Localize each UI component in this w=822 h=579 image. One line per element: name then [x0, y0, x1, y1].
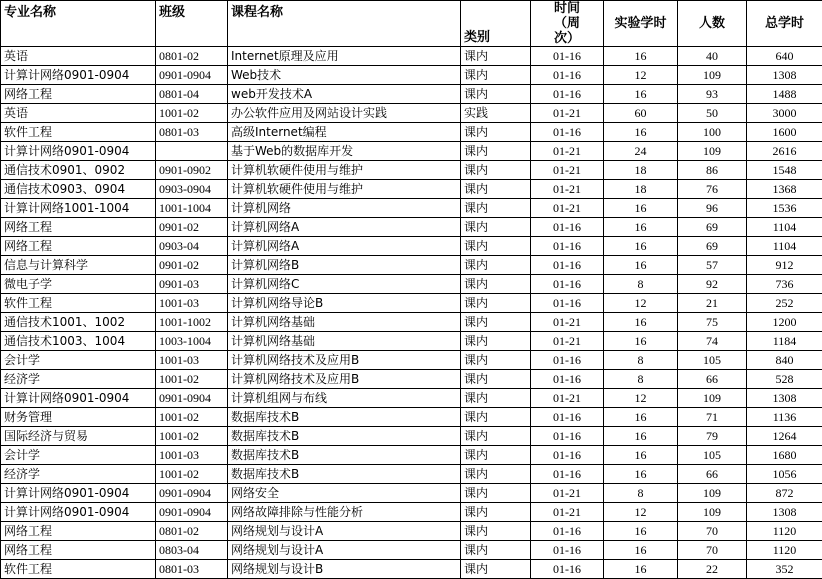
cell-category: 课内	[461, 484, 531, 503]
cell-students: 66	[678, 465, 747, 484]
cell-category: 课内	[461, 465, 531, 484]
table-row	[1, 180, 822, 199]
cell-students: 75	[678, 313, 747, 332]
cell-total-hours: 252	[747, 294, 822, 313]
table-row	[1, 408, 822, 427]
cell-students: 109	[678, 389, 747, 408]
cell-lab-hours: 16	[604, 123, 678, 142]
cell-time: 01-16	[531, 370, 604, 389]
cell-time: 01-16	[531, 522, 604, 541]
cell-major: 软件工程	[1, 560, 156, 579]
cell-major: 英语	[1, 47, 156, 66]
cell-time: 01-16	[531, 237, 604, 256]
cell-total-hours: 1368	[747, 180, 822, 199]
cell-lab-hours: 16	[604, 332, 678, 351]
cell-course: 计算机网络	[228, 199, 461, 218]
cell-students: 22	[678, 560, 747, 579]
cell-major: 英语	[1, 104, 156, 123]
cell-lab-hours: 8	[604, 484, 678, 503]
cell-total-hours: 912	[747, 256, 822, 275]
cell-students: 96	[678, 199, 747, 218]
cell-lab-hours: 12	[604, 294, 678, 313]
table-row	[1, 446, 822, 465]
cell-time: 01-21	[531, 484, 604, 503]
table-row	[1, 237, 822, 256]
cell-category: 课内	[461, 142, 531, 161]
cell-major: 网络工程	[1, 85, 156, 104]
cell-lab-hours: 16	[604, 313, 678, 332]
cell-time: 01-21	[531, 180, 604, 199]
table-row	[1, 332, 822, 351]
cell-total-hours: 640	[747, 47, 822, 66]
cell-course: 网络规划与设计B	[228, 560, 461, 579]
cell-major: 计算计网络0901-0904	[1, 142, 156, 161]
cell-total-hours: 1264	[747, 427, 822, 446]
cell-course: 数据库技术B	[228, 446, 461, 465]
cell-course: 计算机网络A	[228, 218, 461, 237]
table-row	[1, 275, 822, 294]
table-row	[1, 541, 822, 560]
cell-major: 通信技术0901、0902	[1, 161, 156, 180]
header-time: 时间（周次）	[531, 1, 604, 47]
cell-major: 软件工程	[1, 294, 156, 313]
table-row	[1, 484, 822, 503]
cell-major: 计算计网络0901-0904	[1, 484, 156, 503]
table-row	[1, 503, 822, 522]
cell-students: 105	[678, 446, 747, 465]
cell-course: 高级Internet编程	[228, 123, 461, 142]
cell-time: 01-16	[531, 427, 604, 446]
table-row	[1, 522, 822, 541]
header-course: 课程名称	[228, 1, 461, 47]
cell-class: 0901-03	[156, 275, 228, 294]
cell-major: 计算计网络0901-0904	[1, 503, 156, 522]
cell-time: 01-16	[531, 541, 604, 560]
cell-major: 会计学	[1, 351, 156, 370]
cell-major: 通信技术0903、0904	[1, 180, 156, 199]
cell-time: 01-16	[531, 275, 604, 294]
cell-course: 办公软件应用及网站设计实践	[228, 104, 461, 123]
cell-class: 1001-1002	[156, 313, 228, 332]
cell-class: 1001-02	[156, 465, 228, 484]
cell-category: 课内	[461, 47, 531, 66]
cell-course: Web技术	[228, 66, 461, 85]
cell-class: 0801-04	[156, 85, 228, 104]
cell-major: 网络工程	[1, 218, 156, 237]
cell-lab-hours: 24	[604, 142, 678, 161]
cell-category: 课内	[461, 161, 531, 180]
cell-major: 财务管理	[1, 408, 156, 427]
cell-major: 计算计网络0901-0904	[1, 66, 156, 85]
table-row	[1, 47, 822, 66]
cell-students: 109	[678, 66, 747, 85]
cell-course: 网络故障排除与性能分析	[228, 503, 461, 522]
cell-class: 0901-0904	[156, 503, 228, 522]
table-row	[1, 66, 822, 85]
cell-category: 课内	[461, 370, 531, 389]
cell-course: 计算机网络A	[228, 237, 461, 256]
cell-total-hours: 1120	[747, 522, 822, 541]
cell-class: 0901-0904	[156, 389, 228, 408]
cell-total-hours: 872	[747, 484, 822, 503]
cell-lab-hours: 12	[604, 389, 678, 408]
header-lab-hours: 实验学时	[604, 1, 678, 47]
cell-lab-hours: 16	[604, 47, 678, 66]
cell-time: 01-16	[531, 47, 604, 66]
cell-students: 100	[678, 123, 747, 142]
table-row	[1, 218, 822, 237]
cell-students: 92	[678, 275, 747, 294]
cell-course: 计算机网络基础	[228, 332, 461, 351]
cell-class: 1001-02	[156, 104, 228, 123]
cell-major: 信息与计算科学	[1, 256, 156, 275]
cell-total-hours: 2616	[747, 142, 822, 161]
table-row	[1, 85, 822, 104]
cell-time: 01-21	[531, 332, 604, 351]
cell-time: 01-16	[531, 256, 604, 275]
cell-students: 74	[678, 332, 747, 351]
cell-category: 课内	[461, 446, 531, 465]
cell-class: 1001-02	[156, 427, 228, 446]
cell-category: 课内	[461, 275, 531, 294]
cell-major: 软件工程	[1, 123, 156, 142]
cell-category: 课内	[461, 503, 531, 522]
cell-total-hours: 3000	[747, 104, 822, 123]
cell-students: 40	[678, 47, 747, 66]
cell-category: 课内	[461, 256, 531, 275]
cell-course: 计算机网络C	[228, 275, 461, 294]
cell-time: 01-16	[531, 218, 604, 237]
cell-class: 0801-02	[156, 522, 228, 541]
cell-total-hours: 1536	[747, 199, 822, 218]
cell-category: 课内	[461, 389, 531, 408]
cell-class: 0801-03	[156, 560, 228, 579]
cell-major: 计算计网络0901-0904	[1, 389, 156, 408]
cell-class: 1001-02	[156, 370, 228, 389]
cell-students: 69	[678, 218, 747, 237]
cell-total-hours: 1056	[747, 465, 822, 484]
cell-major: 国际经济与贸易	[1, 427, 156, 446]
header-major: 专业名称	[1, 1, 156, 47]
cell-class: 0901-0904	[156, 66, 228, 85]
cell-lab-hours: 16	[604, 218, 678, 237]
cell-students: 69	[678, 237, 747, 256]
cell-students: 109	[678, 503, 747, 522]
cell-class: 0903-0904	[156, 180, 228, 199]
cell-total-hours: 736	[747, 275, 822, 294]
cell-category: 课内	[461, 313, 531, 332]
cell-students: 93	[678, 85, 747, 104]
table-row	[1, 560, 822, 579]
cell-lab-hours: 18	[604, 180, 678, 199]
cell-category: 课内	[461, 237, 531, 256]
cell-category: 实践	[461, 104, 531, 123]
cell-students: 76	[678, 180, 747, 199]
cell-course: 计算机网络导论B	[228, 294, 461, 313]
cell-major: 网络工程	[1, 541, 156, 560]
cell-course: Internet原理及应用	[228, 47, 461, 66]
cell-time: 01-21	[531, 313, 604, 332]
cell-category: 课内	[461, 85, 531, 104]
cell-major: 网络工程	[1, 237, 156, 256]
cell-major: 经济学	[1, 370, 156, 389]
table-row	[1, 161, 822, 180]
cell-class: 1001-02	[156, 408, 228, 427]
header-class: 班级	[156, 1, 228, 47]
cell-lab-hours: 16	[604, 522, 678, 541]
cell-lab-hours: 16	[604, 427, 678, 446]
cell-total-hours: 352	[747, 560, 822, 579]
cell-class: 0901-02	[156, 218, 228, 237]
cell-class: 1001-1004	[156, 199, 228, 218]
cell-course: 基于Web的数据库开发	[228, 142, 461, 161]
cell-total-hours: 1104	[747, 237, 822, 256]
cell-category: 课内	[461, 427, 531, 446]
cell-category: 课内	[461, 522, 531, 541]
cell-lab-hours: 8	[604, 370, 678, 389]
cell-lab-hours: 16	[604, 560, 678, 579]
cell-course: 计算机组网与布线	[228, 389, 461, 408]
cell-lab-hours: 18	[604, 161, 678, 180]
cell-course: 计算机网络技术及应用B	[228, 370, 461, 389]
cell-time: 01-16	[531, 560, 604, 579]
cell-total-hours: 1488	[747, 85, 822, 104]
cell-lab-hours: 8	[604, 275, 678, 294]
cell-category: 课内	[461, 294, 531, 313]
cell-class: 0901-02	[156, 256, 228, 275]
cell-time: 01-16	[531, 66, 604, 85]
header-total-hours: 总学时	[747, 1, 822, 47]
cell-course: 数据库技术B	[228, 408, 461, 427]
cell-time: 01-21	[531, 389, 604, 408]
cell-category: 课内	[461, 541, 531, 560]
cell-total-hours: 1600	[747, 123, 822, 142]
cell-course: 计算机软硬件使用与维护	[228, 180, 461, 199]
cell-total-hours: 1184	[747, 332, 822, 351]
cell-students: 105	[678, 351, 747, 370]
cell-lab-hours: 12	[604, 503, 678, 522]
table-row	[1, 294, 822, 313]
table-row	[1, 199, 822, 218]
cell-students: 57	[678, 256, 747, 275]
cell-students: 50	[678, 104, 747, 123]
cell-lab-hours: 12	[604, 66, 678, 85]
cell-students: 109	[678, 142, 747, 161]
table-row	[1, 256, 822, 275]
table-row	[1, 370, 822, 389]
cell-total-hours: 1308	[747, 389, 822, 408]
cell-time: 01-16	[531, 465, 604, 484]
cell-time: 01-21	[531, 503, 604, 522]
cell-course: 网络规划与设计A	[228, 541, 461, 560]
cell-total-hours: 1680	[747, 446, 822, 465]
cell-class: 0801-03	[156, 123, 228, 142]
cell-class: 0803-04	[156, 541, 228, 560]
cell-category: 课内	[461, 218, 531, 237]
cell-class: 0901-0902	[156, 161, 228, 180]
cell-total-hours: 840	[747, 351, 822, 370]
cell-category: 课内	[461, 351, 531, 370]
cell-course: 计算机网络B	[228, 256, 461, 275]
cell-class: 0901-0904	[156, 484, 228, 503]
header-row	[1, 1, 822, 47]
cell-course: 网络安全	[228, 484, 461, 503]
cell-major: 经济学	[1, 465, 156, 484]
cell-time: 01-16	[531, 123, 604, 142]
table-row	[1, 142, 822, 161]
cell-category: 课内	[461, 332, 531, 351]
cell-course: 数据库技术B	[228, 427, 461, 446]
table-row	[1, 427, 822, 446]
cell-total-hours: 1308	[747, 503, 822, 522]
cell-students: 21	[678, 294, 747, 313]
cell-total-hours: 1308	[747, 66, 822, 85]
cell-lab-hours: 16	[604, 85, 678, 104]
cell-students: 109	[678, 484, 747, 503]
cell-total-hours: 528	[747, 370, 822, 389]
cell-time: 01-21	[531, 142, 604, 161]
cell-lab-hours: 16	[604, 237, 678, 256]
cell-lab-hours: 16	[604, 199, 678, 218]
cell-category: 课内	[461, 408, 531, 427]
cell-lab-hours: 16	[604, 446, 678, 465]
header-category: 类别	[461, 1, 531, 47]
cell-lab-hours: 16	[604, 465, 678, 484]
cell-total-hours: 1548	[747, 161, 822, 180]
cell-major: 会计学	[1, 446, 156, 465]
cell-time: 01-16	[531, 294, 604, 313]
cell-time: 01-16	[531, 85, 604, 104]
cell-students: 70	[678, 522, 747, 541]
table-row	[1, 313, 822, 332]
cell-time: 01-21	[531, 161, 604, 180]
cell-category: 课内	[461, 199, 531, 218]
cell-category: 课内	[461, 180, 531, 199]
cell-students: 66	[678, 370, 747, 389]
cell-lab-hours: 16	[604, 408, 678, 427]
cell-course: web开发技术A	[228, 85, 461, 104]
cell-major: 通信技术1001、1002	[1, 313, 156, 332]
cell-class: 1001-03	[156, 351, 228, 370]
cell-time: 01-16	[531, 408, 604, 427]
table-row	[1, 123, 822, 142]
cell-students: 86	[678, 161, 747, 180]
header-students: 人数	[678, 1, 747, 47]
cell-course: 数据库技术B	[228, 465, 461, 484]
cell-class: 0903-04	[156, 237, 228, 256]
cell-class: 1003-1004	[156, 332, 228, 351]
cell-students: 70	[678, 541, 747, 560]
cell-total-hours: 1200	[747, 313, 822, 332]
cell-time: 01-16	[531, 446, 604, 465]
cell-total-hours: 1136	[747, 408, 822, 427]
cell-course: 计算机软硬件使用与维护	[228, 161, 461, 180]
cell-lab-hours: 16	[604, 541, 678, 560]
cell-category: 课内	[461, 66, 531, 85]
cell-major: 通信技术1003、1004	[1, 332, 156, 351]
table-row	[1, 351, 822, 370]
cell-total-hours: 1104	[747, 218, 822, 237]
cell-class: 0801-02	[156, 47, 228, 66]
cell-major: 计算计网络1001-1004	[1, 199, 156, 218]
cell-students: 79	[678, 427, 747, 446]
table-row	[1, 389, 822, 408]
cell-class: 1001-03	[156, 446, 228, 465]
cell-category: 课内	[461, 560, 531, 579]
cell-time: 01-21	[531, 104, 604, 123]
cell-students: 71	[678, 408, 747, 427]
cell-lab-hours: 60	[604, 104, 678, 123]
cell-time: 01-21	[531, 199, 604, 218]
cell-total-hours: 1120	[747, 541, 822, 560]
cell-category: 课内	[461, 123, 531, 142]
cell-course: 计算机网络技术及应用B	[228, 351, 461, 370]
cell-time: 01-16	[531, 351, 604, 370]
cell-lab-hours: 16	[604, 256, 678, 275]
table-row	[1, 104, 822, 123]
table-row	[1, 465, 822, 484]
cell-class: 1001-03	[156, 294, 228, 313]
cell-course: 网络规划与设计A	[228, 522, 461, 541]
cell-class	[156, 142, 228, 161]
cell-course: 计算机网络基础	[228, 313, 461, 332]
cell-major: 网络工程	[1, 522, 156, 541]
cell-major: 微电子学	[1, 275, 156, 294]
cell-lab-hours: 8	[604, 351, 678, 370]
